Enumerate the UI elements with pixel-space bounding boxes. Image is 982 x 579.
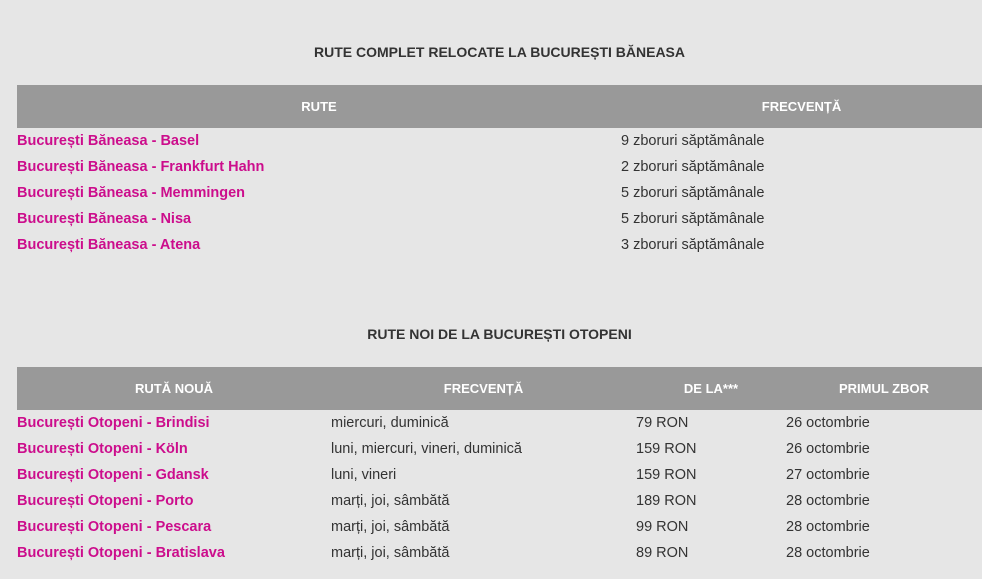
frequency-cell: marți, joi, sâmbătă (331, 545, 450, 561)
first-flight-cell: 26 octombrie (786, 415, 870, 431)
column-header-new-route: RUTĂ NOUĂ (17, 367, 331, 410)
first-flight-cell: 28 octombrie (786, 545, 870, 561)
baneasa-routes-table (17, 85, 982, 258)
table-row (17, 462, 982, 488)
price-cell: 79 RON (636, 415, 689, 431)
frequency-cell: marți, joi, sâmbătă (331, 519, 450, 535)
frequency-cell: 9 zboruri săptămânale (621, 133, 765, 149)
route-link[interactable]: București Otopeni - Bratislava (17, 545, 225, 561)
table-row (17, 232, 982, 258)
frequency-cell: luni, miercuri, vineri, duminică (331, 441, 522, 457)
route-link[interactable]: București Băneasa - Nisa (17, 211, 192, 227)
otopeni-routes-table (17, 367, 982, 566)
section-title-otopeni: RUTE NOI DE LA BUCUREȘTI OTOPENI (367, 326, 632, 342)
table-row (17, 154, 982, 180)
price-cell: 159 RON (636, 441, 697, 457)
table-row (17, 180, 982, 206)
table-row (17, 206, 982, 232)
table-header-row (17, 85, 982, 128)
first-flight-cell: 28 octombrie (786, 519, 870, 535)
table-header-row (17, 367, 982, 410)
price-cell: 89 RON (636, 545, 689, 561)
column-header-frequency: FRECVENȚĂ (621, 85, 982, 128)
route-link[interactable]: București Otopeni - Gdansk (17, 467, 209, 483)
frequency-cell: 5 zboruri săptămânale (621, 185, 765, 201)
route-link[interactable]: București Otopeni - Brindisi (17, 415, 210, 431)
first-flight-cell: 26 octombrie (786, 441, 870, 457)
column-header-frequency: FRECVENȚĂ (331, 367, 636, 410)
table-row (17, 128, 982, 154)
column-header-price-from: DE LA*** (636, 367, 786, 410)
frequency-cell: luni, vineri (331, 467, 397, 483)
route-link[interactable]: București Otopeni - Pescara (17, 519, 212, 535)
price-cell: 189 RON (636, 493, 697, 509)
frequency-cell: 2 zboruri săptămânale (621, 159, 765, 175)
price-cell: 159 RON (636, 467, 697, 483)
table-row (17, 514, 982, 540)
frequency-cell: miercuri, duminică (331, 415, 449, 431)
frequency-cell: marți, joi, sâmbătă (331, 493, 450, 509)
route-link[interactable]: București Băneasa - Frankfurt Hahn (17, 159, 265, 175)
frequency-cell: 5 zboruri săptămânale (621, 211, 765, 227)
route-link[interactable]: București Otopeni - Porto (17, 493, 194, 509)
frequency-cell: 3 zboruri săptămânale (621, 237, 765, 253)
price-cell: 99 RON (636, 519, 689, 535)
column-header-routes: RUTE (17, 85, 621, 128)
table-row (17, 436, 982, 462)
table-row (17, 488, 982, 514)
route-link[interactable]: București Otopeni - Köln (17, 441, 188, 457)
first-flight-cell: 27 octombrie (786, 467, 870, 483)
table-row (17, 540, 982, 566)
table-row (17, 410, 982, 436)
first-flight-cell: 28 octombrie (786, 493, 870, 509)
section-title-baneasa: RUTE COMPLET RELOCATE LA BUCUREȘTI BĂNEASA (314, 44, 685, 60)
column-header-first-flight: PRIMUL ZBOR (786, 367, 982, 410)
route-link[interactable]: București Băneasa - Basel (17, 133, 200, 149)
route-link[interactable]: București Băneasa - Memmingen (17, 185, 246, 201)
route-link[interactable]: București Băneasa - Atena (17, 237, 201, 253)
